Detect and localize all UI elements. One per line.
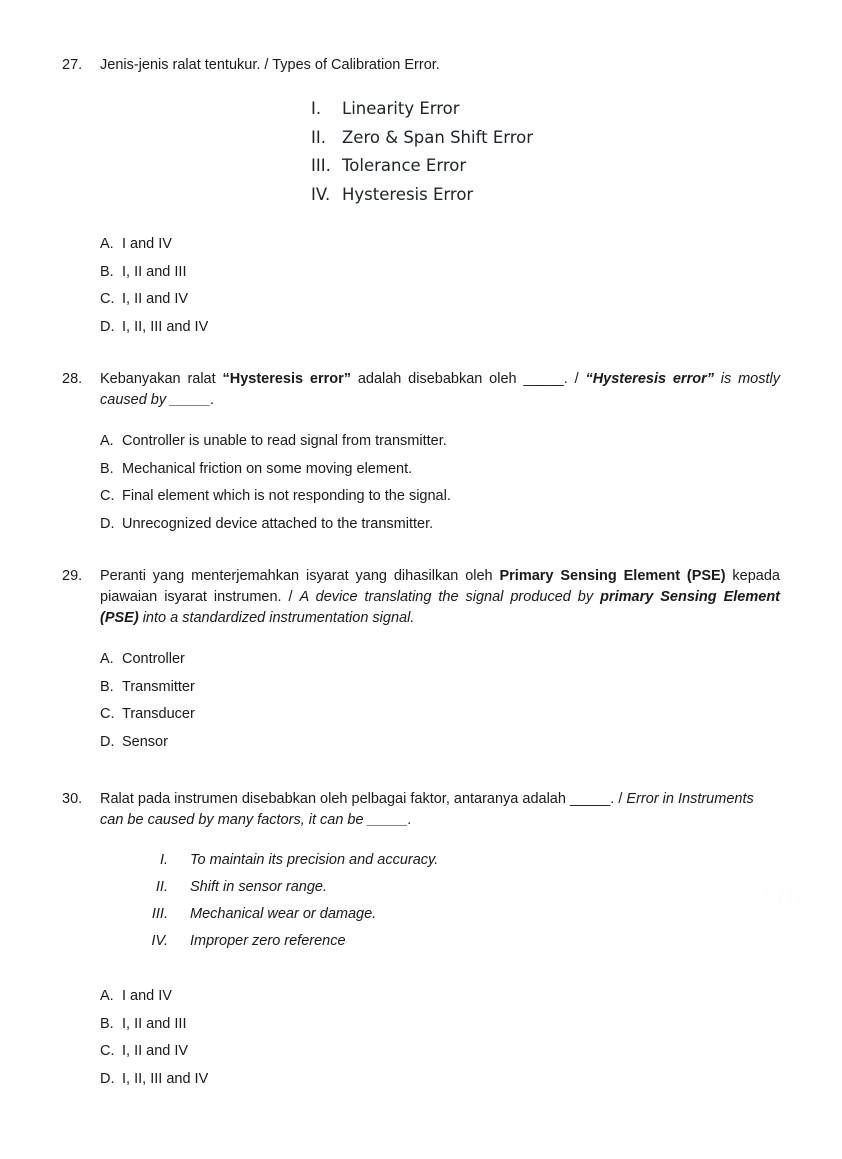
option-a-letter: A. xyxy=(100,433,114,449)
option-a-text: Controller xyxy=(122,651,185,667)
option-c[interactable] xyxy=(100,1038,780,1066)
question-block-28 xyxy=(62,369,780,538)
question-28-heading xyxy=(62,369,780,411)
roman-item-numeral: IV. xyxy=(311,184,331,204)
option-a[interactable] xyxy=(100,428,780,456)
roman-item-text: Linearity Error xyxy=(342,99,460,118)
roman-item-numeral: III. xyxy=(151,906,168,922)
roman-item-numeral: I. xyxy=(311,99,322,118)
option-c-text: Transducer xyxy=(122,706,195,722)
question-27-options xyxy=(62,231,780,341)
roman-item xyxy=(138,928,780,955)
roman-item-text: Zero & Span Shift Error xyxy=(342,127,534,147)
roman-item-numeral: II. xyxy=(155,879,168,895)
question-30-options xyxy=(62,983,780,1093)
question-27-roman-list xyxy=(62,95,780,209)
option-d-letter: D. xyxy=(100,318,115,335)
option-a[interactable] xyxy=(100,231,780,259)
option-b-letter: B. xyxy=(100,678,114,695)
option-d-letter: D. xyxy=(100,733,115,750)
roman-item-text: Tolerance Error xyxy=(342,156,467,175)
option-a-text: I and IV xyxy=(122,988,172,1004)
stem-english-blank: _____ xyxy=(367,812,408,828)
question-29-options xyxy=(62,646,780,756)
stem-english-end: . xyxy=(210,392,215,408)
option-d-text: Sensor xyxy=(122,733,168,750)
roman-item xyxy=(311,95,780,124)
option-d-text: Unrecognized device attached to the transmitter. xyxy=(122,515,434,532)
stem-english-blank: _____ xyxy=(170,392,211,408)
option-d[interactable] xyxy=(100,1066,780,1094)
option-c-text: Final element which is not responding to the signal. xyxy=(122,488,451,504)
option-b-text: Mechanical friction on some moving element. xyxy=(122,460,413,477)
roman-item-numeral: IV. xyxy=(151,933,168,949)
question-29-number: 29. xyxy=(62,568,83,584)
option-b[interactable] xyxy=(100,1011,780,1039)
option-b-letter: B. xyxy=(100,460,114,477)
question-29-stem xyxy=(100,566,780,629)
question-28-stem xyxy=(100,369,780,411)
roman-item-text: Mechanical wear or damage. xyxy=(190,906,377,922)
option-c-text: I, II and IV xyxy=(122,291,189,307)
option-b-letter: B. xyxy=(100,263,114,280)
option-c-letter: C. xyxy=(100,706,115,722)
stem-malay-post: adalah disebabkan oleh xyxy=(351,371,524,387)
stem-separator: / xyxy=(281,589,300,605)
stem-english-mid: is mostly caused by xyxy=(100,371,780,408)
question-27-number: 27. xyxy=(62,57,83,73)
question-29-heading xyxy=(62,566,780,629)
option-b[interactable] xyxy=(100,456,780,484)
stem-malay-post: kepada piawaian isyarat instrumen. xyxy=(100,568,780,605)
option-b[interactable] xyxy=(100,674,780,702)
question-block-29 xyxy=(62,566,780,756)
question-27-heading xyxy=(62,55,780,76)
option-d[interactable] xyxy=(100,511,780,539)
option-a-letter: A. xyxy=(100,988,114,1004)
option-b-text: I, II and III xyxy=(122,263,187,280)
option-c-text: I, II and IV xyxy=(122,1043,189,1059)
stem-separator: . / xyxy=(563,371,586,387)
roman-item-text: Improper zero reference xyxy=(190,933,346,949)
option-a-text: I and IV xyxy=(122,236,172,252)
roman-item-numeral: I. xyxy=(159,852,168,868)
stem-malay-pre: Peranti yang menterjemahkan isyarat yang dihasilkan oleh xyxy=(100,568,500,584)
stem-english-bold-term: primary Sensing Element (PSE) xyxy=(100,589,781,626)
roman-item xyxy=(311,181,780,210)
stem-malay-blank: _____ xyxy=(523,371,564,387)
roman-item xyxy=(138,847,780,874)
option-a-letter: A. xyxy=(100,651,114,667)
question-30-stem xyxy=(100,789,780,831)
stem-english: Error in Instruments can be caused by many factors, it can be xyxy=(100,791,754,828)
question-28-number: 28. xyxy=(62,371,83,387)
question-30-roman-list xyxy=(62,847,780,955)
stem-english-bold-term: “Hysteresis error” xyxy=(585,371,714,387)
stem-malay-pre: Ralat pada instrumen disebabkan oleh pelbagai faktor, antaranya adalah xyxy=(100,791,570,807)
stem-english-end: . xyxy=(407,812,412,828)
stem-separator: . / xyxy=(610,791,627,807)
option-c-letter: C. xyxy=(100,291,115,307)
roman-item-numeral: III. xyxy=(311,156,331,175)
roman-item xyxy=(311,124,780,153)
option-d-letter: D. xyxy=(100,1070,115,1087)
option-d[interactable] xyxy=(100,729,780,757)
option-a[interactable] xyxy=(100,983,780,1011)
option-b[interactable] xyxy=(100,259,780,287)
question-block-27 xyxy=(62,55,780,341)
stem-malay-bold-term: Primary Sensing Element (PSE) xyxy=(499,568,726,584)
question-block-30 xyxy=(62,789,780,1093)
option-c[interactable] xyxy=(100,483,780,511)
option-a-letter: A. xyxy=(100,236,114,252)
option-b-letter: B. xyxy=(100,1015,114,1032)
question-30-heading xyxy=(62,789,780,831)
question-28-options xyxy=(62,428,780,538)
stem-malay-pre: Kebanyakan ralat xyxy=(100,371,223,387)
stem-malay-blank: _____ xyxy=(569,791,611,807)
option-b-text: Transmitter xyxy=(122,678,195,695)
stem-english-post: into a standardized instrumentation signal. xyxy=(138,610,415,626)
roman-item-text: Hysteresis Error xyxy=(342,184,474,204)
option-c-letter: C. xyxy=(100,1043,115,1059)
option-d[interactable] xyxy=(100,314,780,342)
option-c[interactable] xyxy=(100,701,780,729)
option-b-text: I, II and III xyxy=(122,1015,187,1032)
roman-item xyxy=(138,874,780,901)
roman-item-text: Shift in sensor range. xyxy=(190,879,328,895)
option-d-letter: D. xyxy=(100,515,115,532)
roman-item-numeral: II. xyxy=(311,127,326,147)
roman-item xyxy=(138,901,780,928)
option-a-text: Controller is unable to read signal from transmitter. xyxy=(122,433,447,449)
option-d-text: I, II, III and IV xyxy=(122,318,209,335)
question-30-number: 30. xyxy=(62,791,83,807)
option-c[interactable] xyxy=(100,286,780,314)
scan-artifact: 8/8 xyxy=(762,880,803,910)
stem-english-pre: A device translating the signal produced by xyxy=(299,589,601,605)
option-c-letter: C. xyxy=(100,488,115,504)
question-27-stem: Jenis-jenis ralat tentukur. / Types of Calibration Error. xyxy=(100,57,440,73)
option-a[interactable] xyxy=(100,646,780,674)
roman-item xyxy=(311,152,780,181)
stem-malay-bold-term: “Hysteresis error” xyxy=(222,371,351,387)
option-d-text: I, II, III and IV xyxy=(122,1070,209,1087)
roman-item-text: To maintain its precision and accuracy. xyxy=(190,852,439,868)
